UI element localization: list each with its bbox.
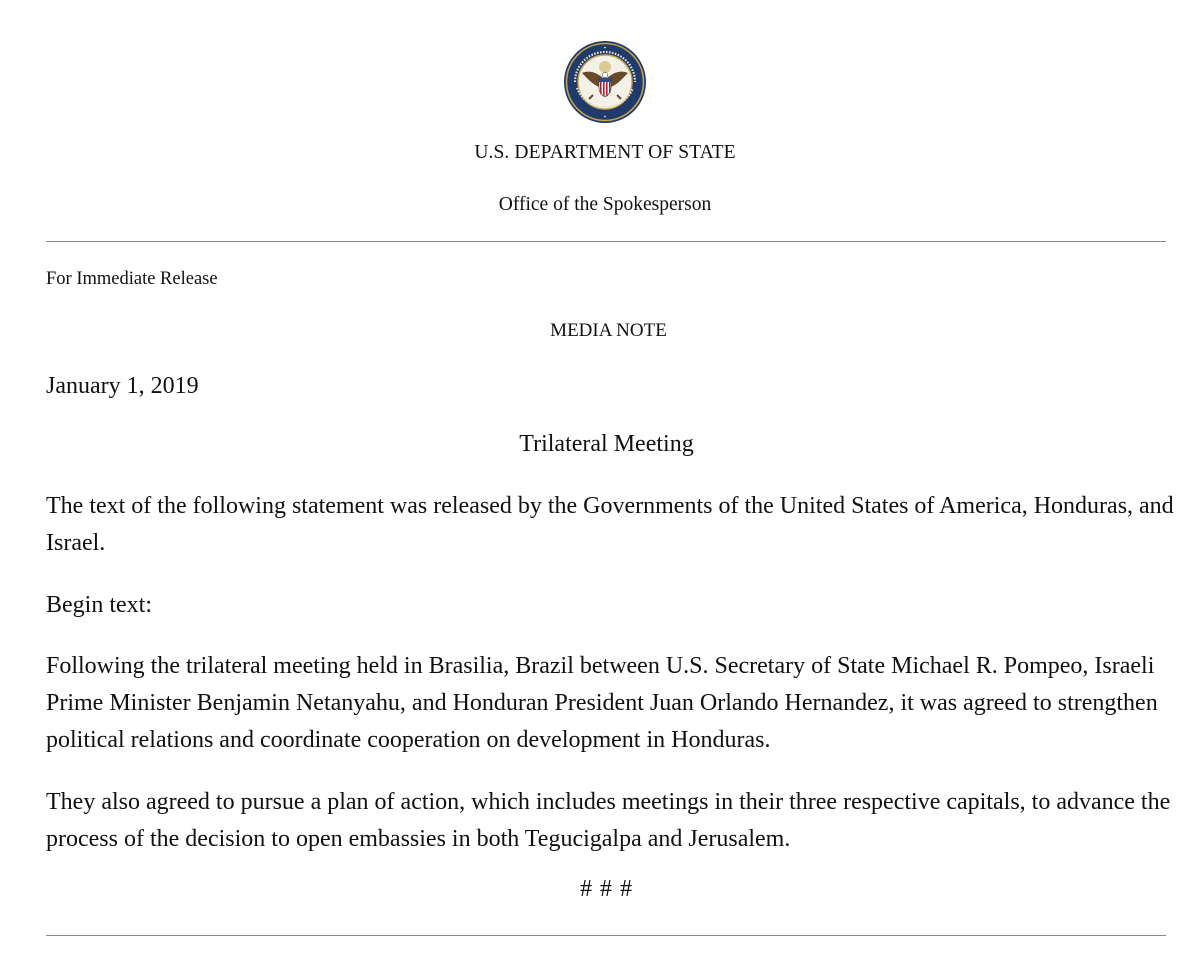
paragraph-intro: The text of the following statement was released by the Governments of the United States of America, Honduras, and Israel. [46,493,1174,556]
department-of-state-seal-icon [563,40,647,124]
paragraph-begin-text: Begin text: [46,592,152,618]
bottom-divider [46,935,1166,936]
end-marker: # # # [580,876,633,902]
organization-name: U.S. DEPARTMENT OF STATE [474,142,736,163]
release-date: January 1, 2019 [46,373,199,399]
release-type: MEDIA NOTE [550,320,667,341]
paragraph-meeting: Following the trilateral meeting held in Brasilia, Brazil between U.S. Secretary of State Michael R. Pompeo, Israeli Prime Minister Benjamin Netanyahu, and Honduran President Juan Orlando Hernandez, it was agreed to strengthen political relations and coordinate cooperation on development in Honduras. [46,653,1158,753]
release-label: For Immediate Release [46,269,218,289]
office-name: Office of the Spokesperson [498,194,712,215]
document-title: Trilateral Meeting [519,431,694,457]
top-divider [46,241,1166,242]
paragraph-plan-of-action: They also agreed to pursue a plan of action, which includes meetings in their three respective capitals, to advance the process of the decision to open embassies in both Tegucigalpa and Jerusalem. [46,789,1171,852]
